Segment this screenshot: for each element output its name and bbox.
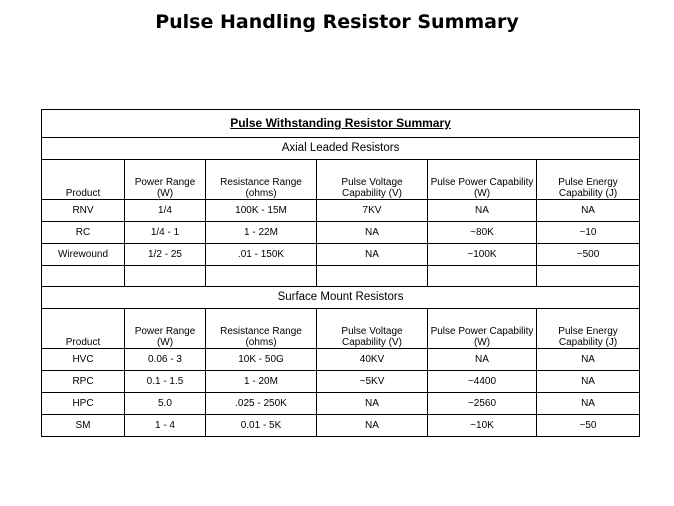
column-header: Power Range (W) <box>125 309 206 349</box>
column-header: Pulse Voltage Capability (V) <box>317 160 428 200</box>
table-cell: .01 - 150K <box>206 244 317 266</box>
table-cell: NA <box>317 244 428 266</box>
table-cell: 40KV <box>317 349 428 371</box>
table-cell: HPC <box>42 393 125 415</box>
header-row <box>42 309 640 349</box>
column-header: Pulse Energy Capability (J) <box>537 309 640 349</box>
table-cell: ~100K <box>428 244 537 266</box>
section-title-surface-mount: Surface Mount Resistors <box>42 287 640 309</box>
column-header: Resistance Range (ohms) <box>206 309 317 349</box>
column-header: Pulse Power Capability (W) <box>428 160 537 200</box>
table-cell: NA <box>537 371 640 393</box>
table-cell: 0.01 - 5K <box>206 415 317 437</box>
table-cell: ~5KV <box>317 371 428 393</box>
section-row <box>42 287 640 309</box>
table-cell: 1/4 - 1 <box>125 222 206 244</box>
table-cell: HVC <box>42 349 125 371</box>
table-cell: RC <box>42 222 125 244</box>
spacer-row <box>42 266 640 287</box>
table-cell: NA <box>537 393 640 415</box>
table-title: Pulse Withstanding Resistor Summary <box>42 110 640 138</box>
table-title-row <box>42 110 640 138</box>
table-cell: ~500 <box>537 244 640 266</box>
table-cell: 0.06 - 3 <box>125 349 206 371</box>
resistor-summary-table <box>41 109 640 437</box>
table-cell: 100K - 15M <box>206 200 317 222</box>
empty-cell <box>428 266 537 287</box>
header-row <box>42 160 640 200</box>
table-cell: 7KV <box>317 200 428 222</box>
table-cell: NA <box>428 349 537 371</box>
table-cell: Wirewound <box>42 244 125 266</box>
table-cell: ~2560 <box>428 393 537 415</box>
table-row <box>42 415 640 437</box>
empty-cell <box>537 266 640 287</box>
table-row <box>42 222 640 244</box>
table-cell: 1 - 22M <box>206 222 317 244</box>
table-cell: 1 - 4 <box>125 415 206 437</box>
table-cell: 1 - 20M <box>206 371 317 393</box>
table-cell: RPC <box>42 371 125 393</box>
table-cell: ~4400 <box>428 371 537 393</box>
table-cell: .025 - 250K <box>206 393 317 415</box>
table-row <box>42 349 640 371</box>
table-cell: ~50 <box>537 415 640 437</box>
section-row <box>42 138 640 160</box>
table-cell: NA <box>537 349 640 371</box>
table-cell: NA <box>537 200 640 222</box>
empty-cell <box>206 266 317 287</box>
table-row <box>42 371 640 393</box>
section-title-axial: Axial Leaded Resistors <box>42 138 640 160</box>
empty-cell <box>125 266 206 287</box>
table-row <box>42 244 640 266</box>
table-cell: SM <box>42 415 125 437</box>
column-header: Pulse Energy Capability (J) <box>537 160 640 200</box>
table-cell: 1/2 - 25 <box>125 244 206 266</box>
table-cell: ~80K <box>428 222 537 244</box>
column-header: Product <box>42 309 125 349</box>
table-row <box>42 200 640 222</box>
table-cell: NA <box>317 393 428 415</box>
table-cell: NA <box>428 200 537 222</box>
page-title: Pulse Handling Resistor Summary <box>155 11 519 33</box>
column-header: Product <box>42 160 125 200</box>
column-header: Pulse Voltage Capability (V) <box>317 309 428 349</box>
column-header: Pulse Power Capability (W) <box>428 309 537 349</box>
column-header: Resistance Range (ohms) <box>206 160 317 200</box>
table-cell: 1/4 <box>125 200 206 222</box>
empty-cell <box>317 266 428 287</box>
table-cell: NA <box>317 222 428 244</box>
table-cell: ~10 <box>537 222 640 244</box>
table-cell: 5.0 <box>125 393 206 415</box>
table-cell: RNV <box>42 200 125 222</box>
table-row <box>42 393 640 415</box>
table-cell: 0.1 - 1.5 <box>125 371 206 393</box>
table-cell: NA <box>317 415 428 437</box>
empty-cell <box>42 266 125 287</box>
table-cell: 10K - 50G <box>206 349 317 371</box>
column-header: Power Range (W) <box>125 160 206 200</box>
table-cell: ~10K <box>428 415 537 437</box>
